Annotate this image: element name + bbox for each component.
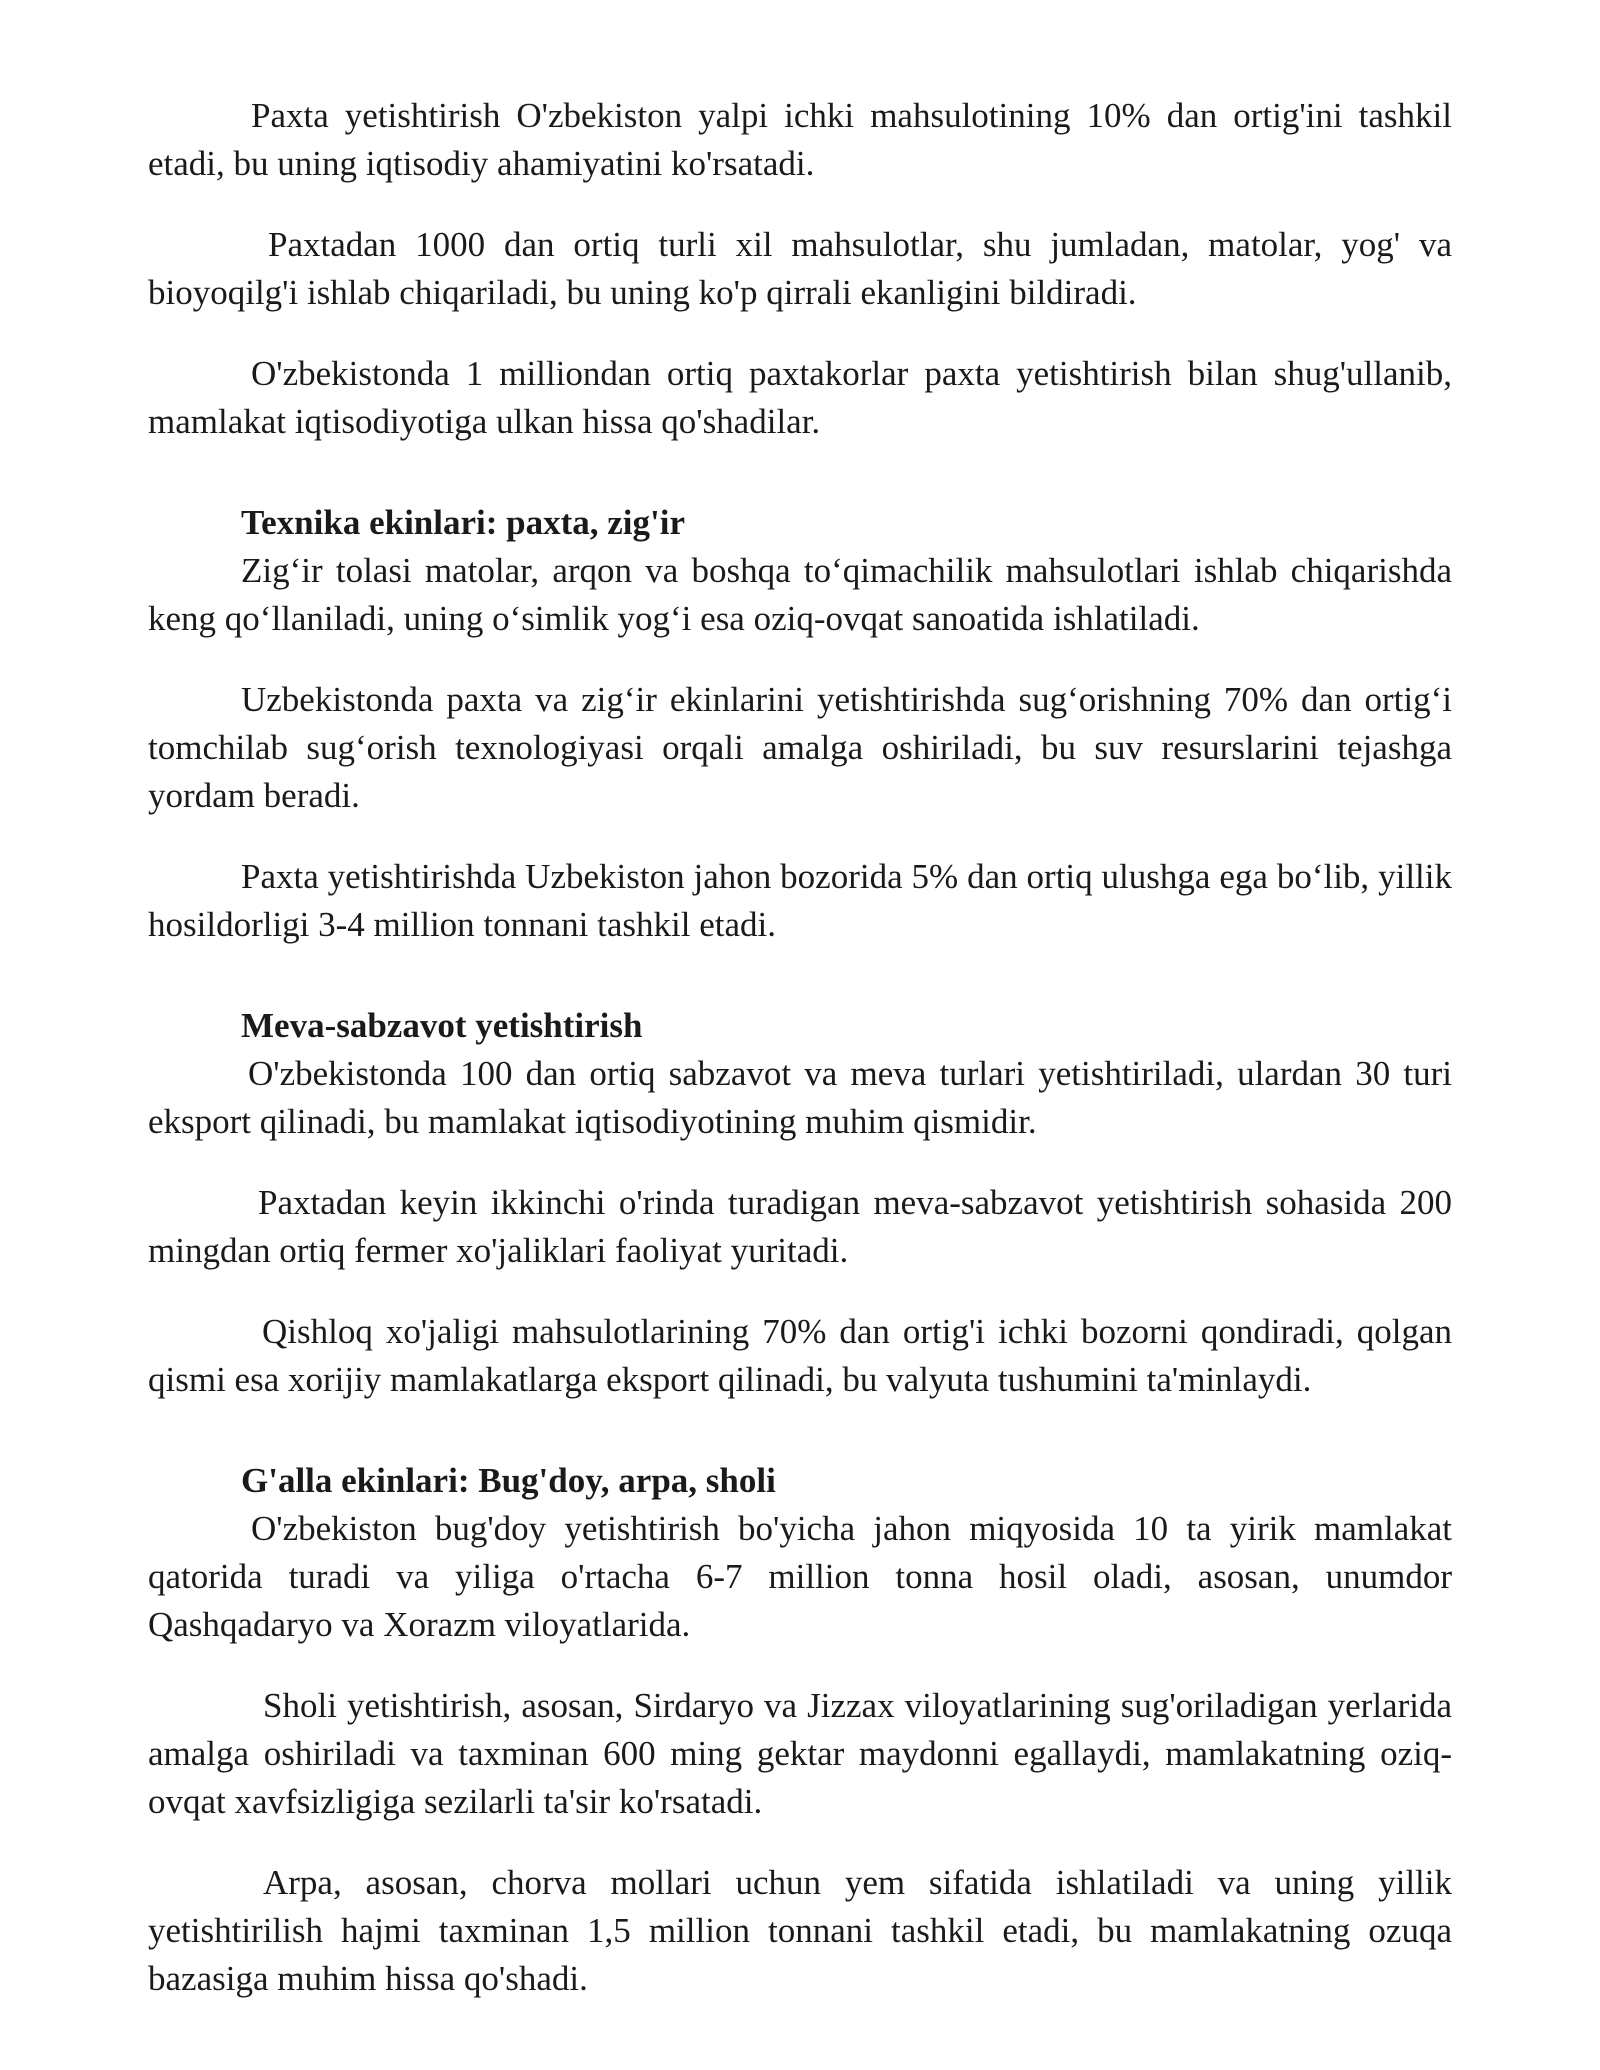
paragraph-farm-enterprises: Paxtadan keyin ikkinchi o'rinda turadigan meva-sabzavot yetishtirish sohasida 200 mingdan ortiq fermer xo'jaliklari faoliyat yuritadi. [148, 1183, 1452, 1270]
section-gap [148, 982, 1452, 1002]
paragraph-domestic-market: Qishloq xo'jaligi mahsulotlarining 70% dan ortig'i ichki bozorni qondiradi, qolgan qismi esa xorijiy mamlakatlarga eksport qilinadi, bu valyuta tushumini ta'minlaydi. [148, 1312, 1452, 1399]
paragraph-rice-production: Sholi yetishtirish, asosan, Sirdaryo va Jizzax viloyatlarining sug'oriladigan yerlarida amalga oshiriladi va taxminan 600 ming gektar maydonni egallaydi, mamlakatning oziq-ovqat xavfsizligiga sezilarli ta'sir ko'rsatadi. [148, 1686, 1452, 1821]
paragraph-cotton-farmers: O'zbekistonda 1 milliondan ortiq paxtakorlar paxta yetishtirish bilan shug'ullanib, mamlakat iqtisodiyotiga ulkan hissa qo'shadilar. [148, 354, 1452, 441]
section-title-fruit-vegetables: Meva-sabzavot yetishtirish [241, 1006, 643, 1045]
paragraph-wheat-production: O'zbekiston bug'doy yetishtirish bo'yicha jahon miqyosida 10 ta yirik mamlakat qatorida turadi va yiliga o'rtacha 6-7 million tonna hosil oladi, asosan, unumdor Qashqadaryo va Xorazm viloyatlarida. [148, 1509, 1452, 1644]
section-gap [148, 1437, 1452, 1457]
paragraph-vegetable-types: O'zbekistonda 100 dan ortiq sabzavot va meva turlari yetishtiriladi, ulardan 30 turi eksport qilinadi, bu mamlakat iqtisodiyotining muhim qismidir. [148, 1054, 1452, 1141]
paragraph-world-market-share: Paxta yetishtirishda Uzbekiston jahon bozorida 5% dan ortiq ulushga ega bo‘lib, yillik hosildorligi 3-4 million tonnani tashkil etadi. [148, 857, 1452, 944]
paragraph-flax-fiber: Zig‘ir tolasi matolar, arqon va boshqa to‘qimachilik mahsulotlari ishlab chiqarishda keng qo‘llaniladi, uning o‘simlik yog‘i esa oziq-ovqat sanoatida ishlatiladi. [148, 551, 1452, 638]
section-gap [148, 479, 1452, 499]
section-title-grain-crops: G'alla ekinlari: Bug'doy, arpa, sholi [241, 1461, 776, 1500]
paragraph-cotton-products: Paxtadan 1000 dan ortiq turli xil mahsulotlar, shu jumladan, matolar, yog' va bioyoqilg'i ishlab chiqariladi, bu uning ko'p qirrali ekanligini bildiradi. [148, 225, 1452, 312]
paragraph-barley-production: Arpa, asosan, chorva mollari uchun yem sifatida ishlatiladi va uning yillik yetishtirilish hajmi taxminan 1,5 million tonnani tashkil etadi, bu mamlakatning ozuqa bazasiga muhim hissa qo'shadi. [148, 1863, 1452, 1998]
paragraph-cotton-gdp: Paxta yetishtirish O'zbekiston yalpi ichki mahsulotining 10% dan ortig'ini tashkil etadi, bu uning iqtisodiy ahamiyatini ko'rsatadi. [148, 96, 1452, 183]
paragraph-drip-irrigation: Uzbekistonda paxta va zig‘ir ekinlarini yetishtirishda sug‘orishning 70% dan ortig‘i tomchilab sug‘orish texnologiyasi orqali amalga oshiriladi, bu suv resurslarini tejashga yordam beradi. [148, 680, 1452, 815]
section-title-technical-crops: Texnika ekinlari: paxta, zig'ir [241, 503, 686, 542]
document-page [148, 92, 1452, 2003]
